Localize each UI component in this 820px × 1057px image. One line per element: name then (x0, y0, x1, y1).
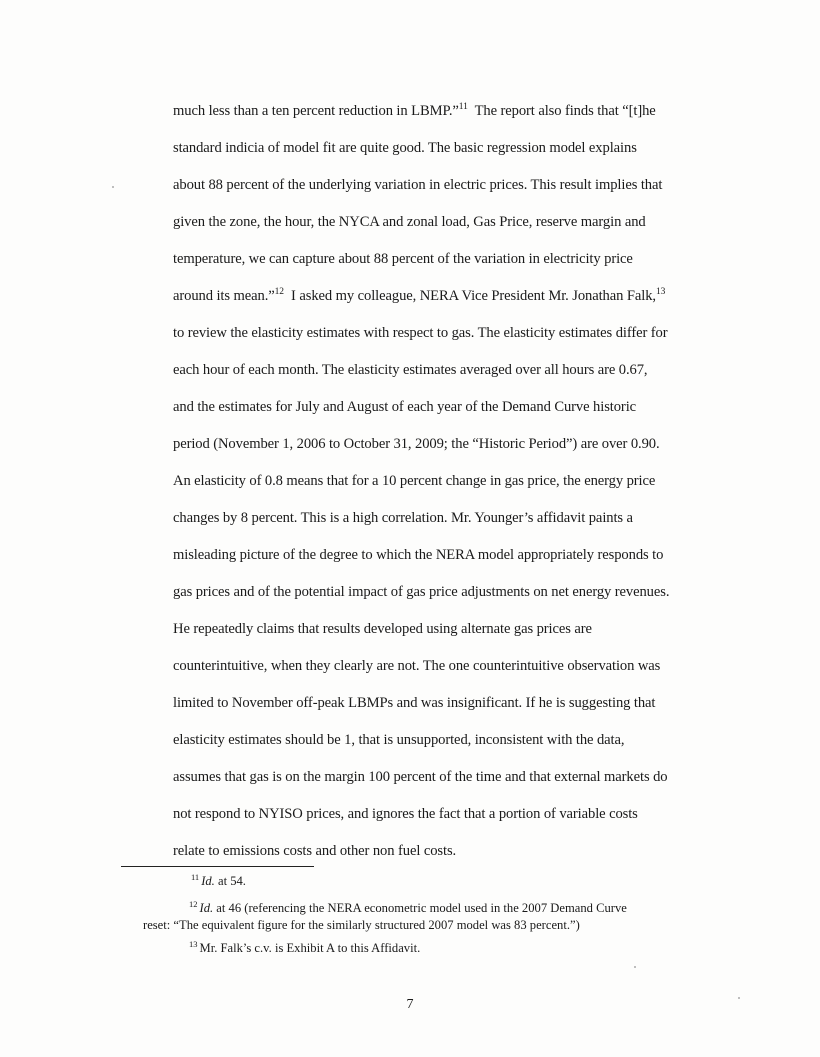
text-line: given the zone, the hour, the NYCA and zonal load, Gas Price, reserve margin and (173, 214, 646, 230)
text-line: not respond to NYISO prices, and ignores the fact that a portion of variable costs (173, 806, 638, 822)
text-line: to review the elasticity estimates with respect to gas. The elasticity estimates differ for (173, 325, 668, 341)
text-line: period (November 1, 2006 to October 31, 2009; the “Historic Period”) are over 0.90. (173, 436, 660, 452)
text-line: He repeatedly claims that results developed using alternate gas prices are (173, 621, 592, 637)
footnote-12 (189, 900, 721, 917)
footnote-text: at 54. (214, 874, 246, 888)
line-text: around its mean.” (173, 288, 275, 304)
footnote-text: Mr. Falk’s c.v. is Exhibit A to this Affidavit. (199, 941, 421, 955)
footnote-ref-13: 13 (655, 287, 666, 297)
text-line: about 88 percent of the underlying variation in electric prices. This result implies that (173, 177, 663, 193)
footnote-mark: 11 (191, 872, 200, 882)
line-text: much less than a ten percent reduction in LBMP.” (173, 103, 459, 119)
text-line: elasticity estimates should be 1, that is unsupported, inconsistent with the data, (173, 732, 625, 748)
scan-speck (634, 966, 636, 968)
text-line: each hour of each month. The elasticity estimates averaged over all hours are 0.67, (173, 362, 648, 378)
body-text (173, 93, 733, 870)
footnote-mark: 12 (189, 899, 198, 909)
text-line (173, 278, 733, 315)
footnote-13 (189, 940, 721, 957)
text-line: An elasticity of 0.8 means that for a 10 percent change in gas price, the energy price (173, 473, 656, 489)
text-line: limited to November off-peak LBMPs and was insignificant. If he is suggesting that (173, 695, 656, 711)
footnote-ref-12: 12 (274, 287, 284, 297)
text-line: counterintuitive, when they clearly are not. The one counterintuitive observation was (173, 658, 661, 674)
footnote-cite: Id. (199, 901, 214, 915)
text-line (173, 93, 733, 130)
text-line: temperature, we can capture about 88 percent of the variation in electricity price (173, 251, 633, 267)
footnote-11 (191, 873, 721, 890)
scan-speck (112, 186, 114, 188)
text-line: relate to emissions costs and other non fuel costs. (173, 843, 457, 859)
line-text: The report also finds that “[t]he (467, 103, 656, 119)
text-line: and the estimates for July and August of each year of the Demand Curve historic (173, 399, 637, 415)
text-line: misleading picture of the degree to which the NERA model appropriately responds to (173, 547, 664, 563)
footnote-12-continuation: reset: “The equivalent figure for the similarly structured 2007 model was 83 percent.”) (143, 918, 580, 932)
page-number: 7 (406, 997, 414, 1012)
footnote-text: at 46 (referencing the NERA econometric model used in the 2007 Demand Curve (213, 901, 627, 915)
scan-speck (738, 997, 740, 999)
text-line: standard indicia of model fit are quite good. The basic regression model explains (173, 140, 637, 156)
text-line: changes by 8 percent. This is a high correlation. Mr. Younger’s affidavit paints a (173, 510, 633, 526)
footnotes (121, 873, 721, 957)
text-line: assumes that gas is on the margin 100 percent of the time and that external markets do (173, 769, 668, 785)
footnote-separator (121, 866, 314, 867)
line-text: I asked my colleague, NERA Vice President Mr. Jonathan Falk, (283, 288, 656, 304)
footnote-ref-11: 11 (458, 102, 468, 112)
text-line: gas prices and of the potential impact of gas price adjustments on net energy revenues. (173, 584, 670, 600)
footnote-mark: 13 (189, 939, 198, 949)
footnote-cite: Id. (201, 874, 215, 888)
